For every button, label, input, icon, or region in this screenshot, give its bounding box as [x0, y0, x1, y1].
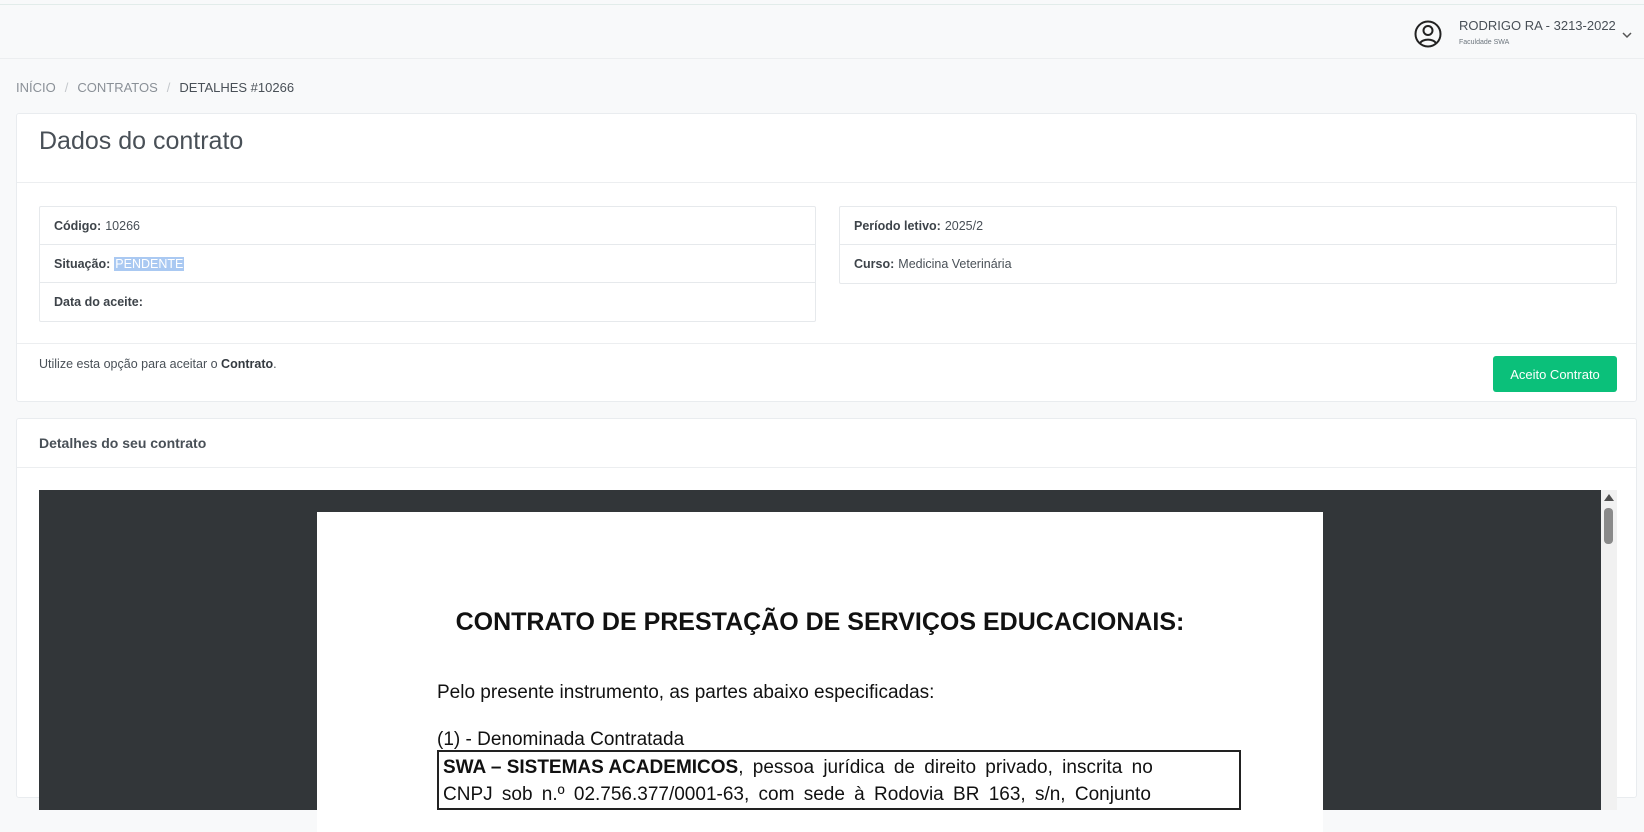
divider — [17, 343, 1636, 344]
accept-instructions — [39, 357, 277, 371]
pdf-box-line-1 — [443, 754, 1235, 781]
breadcrumb-separator: / — [166, 80, 171, 95]
contract-data-card — [16, 113, 1637, 402]
info-row-situacao — [40, 245, 815, 283]
pdf-company-name: SWA – SISTEMAS ACADEMICOS — [443, 757, 739, 778]
user-name[interactable]: RODRIGO RA - 3213-2022 — [1459, 18, 1616, 33]
scrollbar-thumb[interactable] — [1604, 508, 1613, 544]
breadcrumb — [16, 80, 294, 95]
pdf-intro: Pelo presente instrumento, as partes abaixo especificadas: — [437, 682, 935, 703]
user-circle-icon[interactable] — [1413, 19, 1443, 49]
info-value: 10266 — [105, 218, 140, 233]
info-row-curso — [840, 245, 1616, 283]
info-label: Curso: — [854, 257, 895, 271]
pdf-viewer[interactable] — [39, 490, 1617, 810]
breadcrumb-current: DETALHES #10266 — [179, 80, 295, 95]
breadcrumb-separator: / — [64, 80, 69, 95]
pdf-scrollbar[interactable] — [1601, 490, 1617, 810]
pdf-party-box — [437, 750, 1241, 810]
info-value: 2025/2 — [944, 218, 984, 233]
accept-contract-button[interactable]: Aceito Contrato — [1493, 356, 1617, 392]
info-label: Período letivo: — [854, 218, 941, 233]
user-institution: Faculdade SWA — [1459, 39, 1510, 46]
info-label: Situação: — [54, 256, 111, 271]
info-label: Código: — [54, 218, 102, 233]
status-badge: PENDENTE — [115, 256, 184, 271]
info-row-data-aceite — [40, 283, 815, 321]
breadcrumb-item-inicio[interactable]: INÍCIO — [16, 80, 56, 95]
pdf-heading: CONTRATO DE PRESTAÇÃO DE SERVIÇOS EDUCACIONAIS: — [455, 608, 1185, 636]
pdf-page — [317, 512, 1323, 832]
info-row-periodo — [840, 207, 1616, 245]
divider — [17, 182, 1636, 183]
contract-info-right — [839, 206, 1617, 284]
info-row-codigo — [40, 207, 815, 245]
accept-text-suffix: . — [273, 357, 277, 371]
pdf-party-label: (1) - Denominada Contratada — [437, 729, 685, 750]
divider — [17, 467, 1636, 468]
top-navbar — [0, 5, 1644, 59]
chevron-down-icon[interactable] — [1621, 29, 1633, 41]
info-value: Medicina Veterinária — [898, 257, 1012, 271]
info-label: Data do aceite: — [54, 295, 143, 309]
page-title: Dados do contrato — [39, 127, 244, 155]
accept-text-bold: Contrato — [221, 357, 274, 371]
breadcrumb-item-contratos[interactable]: CONTRATOS — [77, 80, 158, 95]
contract-details-card — [16, 418, 1637, 805]
pdf-box-line-1-rest: , pessoa jurídica de direito privado, inscrita no — [738, 757, 1153, 778]
section-title: Detalhes do seu contrato — [39, 435, 207, 451]
accept-text-prefix: Utilize esta opção para aceitar o — [39, 357, 222, 371]
scroll-up-arrow-icon[interactable] — [1604, 494, 1614, 501]
contract-info-left — [39, 206, 816, 322]
pdf-box-line-2: CNPJ sob n.º 02.756.377/0001-63, com sede à Rodovia BR 163, s/n, Conjunto — [443, 784, 1151, 805]
